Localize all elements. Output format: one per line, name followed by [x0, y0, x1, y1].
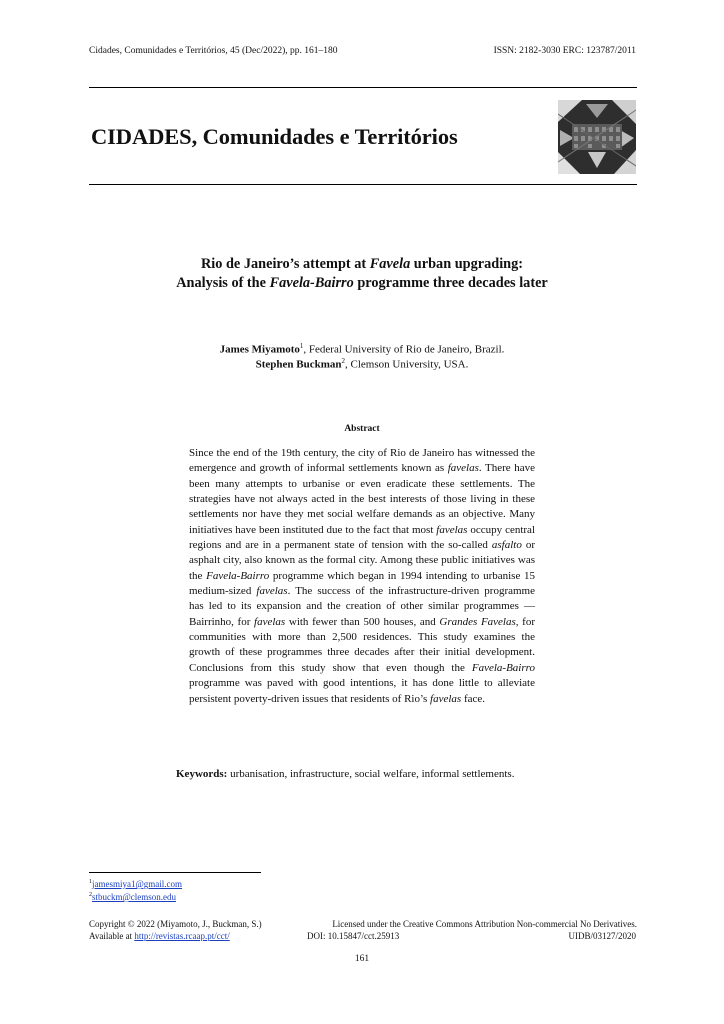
title-text: Rio de Janeiro’s attempt at: [200, 256, 370, 272]
footer-copyright: Copyright © 2022 (Miyamoto, J., Buckman, S.): [89, 919, 262, 929]
footnote-marker: 1: [89, 879, 92, 885]
header-rule-top: [89, 87, 637, 88]
author-affiliation: , Federal University of Rio de Janeiro, Brazil.: [303, 343, 505, 356]
article-title-line-2: [0, 275, 724, 292]
author-name: James Miyamoto: [219, 343, 300, 356]
footnote-email-link[interactable]: jamesmiya1@gmail.com: [92, 879, 183, 889]
footer-uidb: UIDB/03127/2020: [568, 931, 636, 941]
footnote-marker: 2: [89, 892, 92, 898]
footnote-rule: [89, 872, 261, 873]
journal-logo: [558, 100, 636, 174]
footnote-2: [89, 892, 176, 902]
running-header-citation: Cidades, Comunidades e Territórios, 45 (Dec/2022), pp. 161–180: [89, 46, 338, 56]
title-text: Analysis of the: [176, 275, 270, 291]
author-1: [0, 342, 724, 356]
keywords-text: urbanisation, infrastructure, social welfare, informal settlements.: [227, 768, 515, 780]
title-text: urban upgrading:: [410, 256, 524, 272]
abstract-body: Since the end of the 19th century, the city of Rio de Janeiro has witnessed the emergence and growth of informal settlements known as favelas. There have been many attempts to urbanise or even eradicate these settlements. The strategies have not always acted in the best interests of those living in these settlements nor have they met social welfare demands as an objective. Many initiatives have been instituted due to the fact that most favelas occupy central regions and are in a permanent state of tension with the so-called asfalto or asphalt city, also known as the formal city. Among these public initiatives was the Favela-Bairro programme which began in 1994 intending to urbanise 15 medium-sized favelas. The success of the infrastructure-driven programme has led to its expansion and the creation of other similar programmes — Bairrinho, for favelas with fewer than 500 houses, and Grandes Favelas, for communities with more than 2,500 residences. This study examines the growth of these programmes three decades after their initial development. Conclusions from this study show that even though the Favela-Bairro programme was paved with good intentions, it has done little to alleviate persistent poverty-driven issues that residents of Rio’s favelas face.: [189, 447, 536, 705]
journal-title: CIDADES, Comunidades e Territórios: [91, 124, 458, 149]
title-italic: Favela-Bairro: [269, 275, 354, 291]
page-number: 161: [354, 954, 370, 964]
footer-doi: DOI: 10.15847/cct.25913: [307, 931, 400, 941]
footnote-email-link[interactable]: stbuckm@clemson.edu: [92, 892, 177, 902]
author-name: Stephen Buckman: [255, 358, 342, 371]
article-title-line-1: [0, 256, 724, 273]
title-italic: Favela: [369, 256, 411, 272]
journal-url-link[interactable]: http://revistas.rcaap.pt/cct/: [134, 931, 230, 941]
title-text: programme three decades later: [353, 275, 548, 291]
abstract-heading: Abstract: [344, 424, 380, 434]
keywords: [176, 768, 514, 780]
header-rule-bottom: [89, 184, 637, 185]
author-footnote-marker: 1: [299, 342, 304, 350]
footer-available-label: Available at: [89, 931, 135, 941]
author-2: [0, 357, 724, 371]
author-footnote-marker: 2: [341, 357, 346, 365]
keywords-label: Keywords:: [176, 768, 228, 780]
footnote-1: [89, 879, 182, 889]
footer-license: Licensed under the Creative Commons Attribution Non-commercial No Derivatives.: [332, 919, 637, 929]
author-affiliation: , Clemson University, USA.: [345, 358, 469, 371]
running-header-issn: ISSN: 2182-3030 ERC: 123787/2011: [493, 46, 636, 56]
footer-available: [89, 931, 230, 941]
